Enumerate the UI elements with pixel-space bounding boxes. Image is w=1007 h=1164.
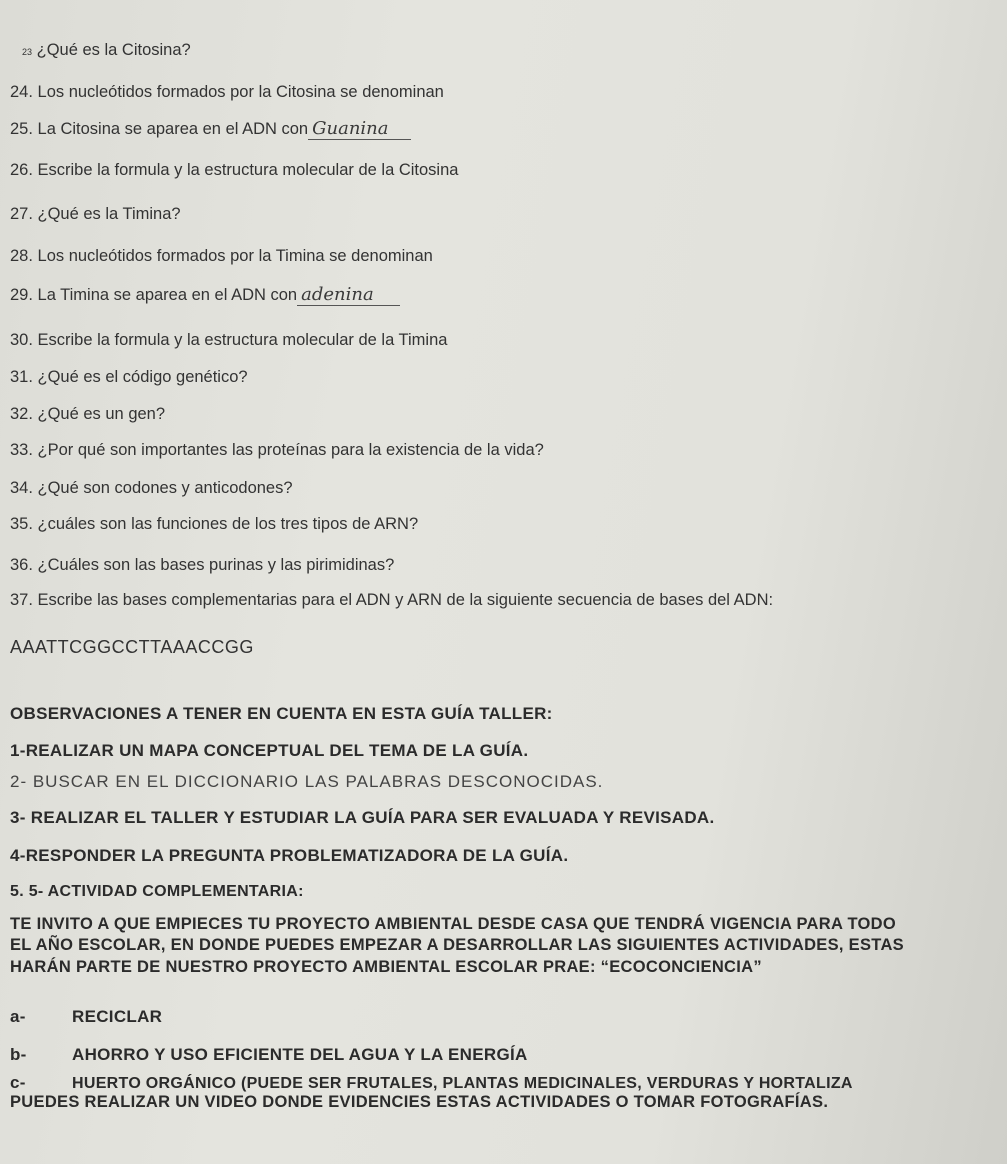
observation-item-4: 4-RESPONDER LA PREGUNTA PROBLEMATIZADORA DE LA GUÍA. bbox=[10, 846, 569, 865]
activity-a-label: a- bbox=[10, 1007, 26, 1026]
activity-b-text: AHORRO Y USO EFICIENTE DEL AGUA Y LA ENERGÍA bbox=[72, 1045, 528, 1064]
question-29-text: 29. La Timina se aparea en el ADN con bbox=[10, 286, 298, 304]
question-24: 24. Los nucleótidos formados por la Citosina se denominan bbox=[10, 83, 444, 101]
question-33: 33. ¿Por qué son importantes las proteínas para la existencia de la vida? bbox=[10, 441, 544, 459]
activity-b bbox=[10, 1045, 528, 1065]
dna-sequence: AAATTCGGCCTTAAACCGG bbox=[10, 637, 254, 657]
observation-item-5: 5. 5- ACTIVIDAD COMPLEMENTARIA: bbox=[10, 883, 304, 900]
project-paragraph-line-1: TE INVITO A QUE EMPIECES TU PROYECTO AMBIENTAL DESDE CASA QUE TENDRÁ VIGENCIA PARA TODO bbox=[10, 915, 897, 933]
activity-c bbox=[10, 1073, 853, 1093]
question-35: 35. ¿cuáles son las funciones de los tres tipos de ARN? bbox=[10, 515, 419, 533]
activity-c-continuation: PUEDES REALIZAR UN VIDEO DONDE EVIDENCIES ESTAS ACTIVIDADES O TOMAR FOTOGRAFÍAS. bbox=[10, 1093, 829, 1111]
observations-heading: OBSERVACIONES A TENER EN CUENTA EN ESTA GUÍA TALLER: bbox=[10, 704, 553, 723]
activity-c-label: c- bbox=[10, 1073, 26, 1092]
question-30: 30. Escribe la formula y la estructura molecular de la Timina bbox=[10, 331, 448, 349]
question-31: 31. ¿Qué es el código genético? bbox=[10, 368, 248, 386]
question-23-text: ¿Qué es la Citosina? bbox=[36, 41, 191, 59]
observation-item-3: 3- REALIZAR EL TALLER Y ESTUDIAR LA GUÍA PARA SER EVALUADA Y REVISADA. bbox=[10, 808, 715, 827]
project-paragraph-line-3: HARÁN PARTE DE NUESTRO PROYECTO AMBIENTAL ESCOLAR PRAE: “ECOCONCIENCIA” bbox=[10, 958, 762, 976]
question-29-handwritten-answer: adenina bbox=[297, 284, 400, 306]
activity-c-text: HUERTO ORGÁNICO (PUEDE SER FRUTALES, PLANTAS MEDICINALES, VERDURAS Y HORTALIZA bbox=[72, 1075, 853, 1092]
project-paragraph-line-2: EL AÑO ESCOLAR, EN DONDE PUEDES EMPEZAR A DESARROLLAR LAS SIGUIENTES ACTIVIDADES, ESTAS bbox=[10, 936, 904, 954]
question-25-handwritten-answer: Guanina bbox=[308, 118, 411, 140]
observation-item-1: 1-REALIZAR UN MAPA CONCEPTUAL DEL TEMA DE LA GUÍA. bbox=[10, 741, 529, 760]
observation-item-2: 2- BUSCAR EN EL DICCIONARIO LAS PALABRAS DESCONOCIDAS. bbox=[10, 772, 604, 791]
activity-b-label: b- bbox=[10, 1045, 27, 1064]
question-34: 34. ¿Qué son codones y anticodones? bbox=[10, 479, 293, 497]
activity-a bbox=[10, 1007, 162, 1027]
activity-a-text: RECICLAR bbox=[72, 1007, 163, 1026]
question-23-number: 23 bbox=[22, 47, 33, 57]
question-23 bbox=[22, 41, 191, 60]
question-36: 36. ¿Cuáles son las bases purinas y las pirimidinas? bbox=[10, 556, 395, 574]
question-32: 32. ¿Qué es un gen? bbox=[10, 405, 166, 423]
question-25 bbox=[10, 118, 411, 140]
question-26: 26. Escribe la formula y la estructura molecular de la Citosina bbox=[10, 161, 459, 179]
question-29 bbox=[10, 284, 400, 306]
question-27: 27. ¿Qué es la Timina? bbox=[10, 205, 181, 223]
question-25-text: 25. La Citosina se aparea en el ADN con bbox=[10, 120, 309, 138]
question-28: 28. Los nucleótidos formados por la Timina se denominan bbox=[10, 247, 433, 265]
question-37: 37. Escribe las bases complementarias para el ADN y ARN de la siguiente secuencia de bases del ADN: bbox=[10, 591, 774, 609]
